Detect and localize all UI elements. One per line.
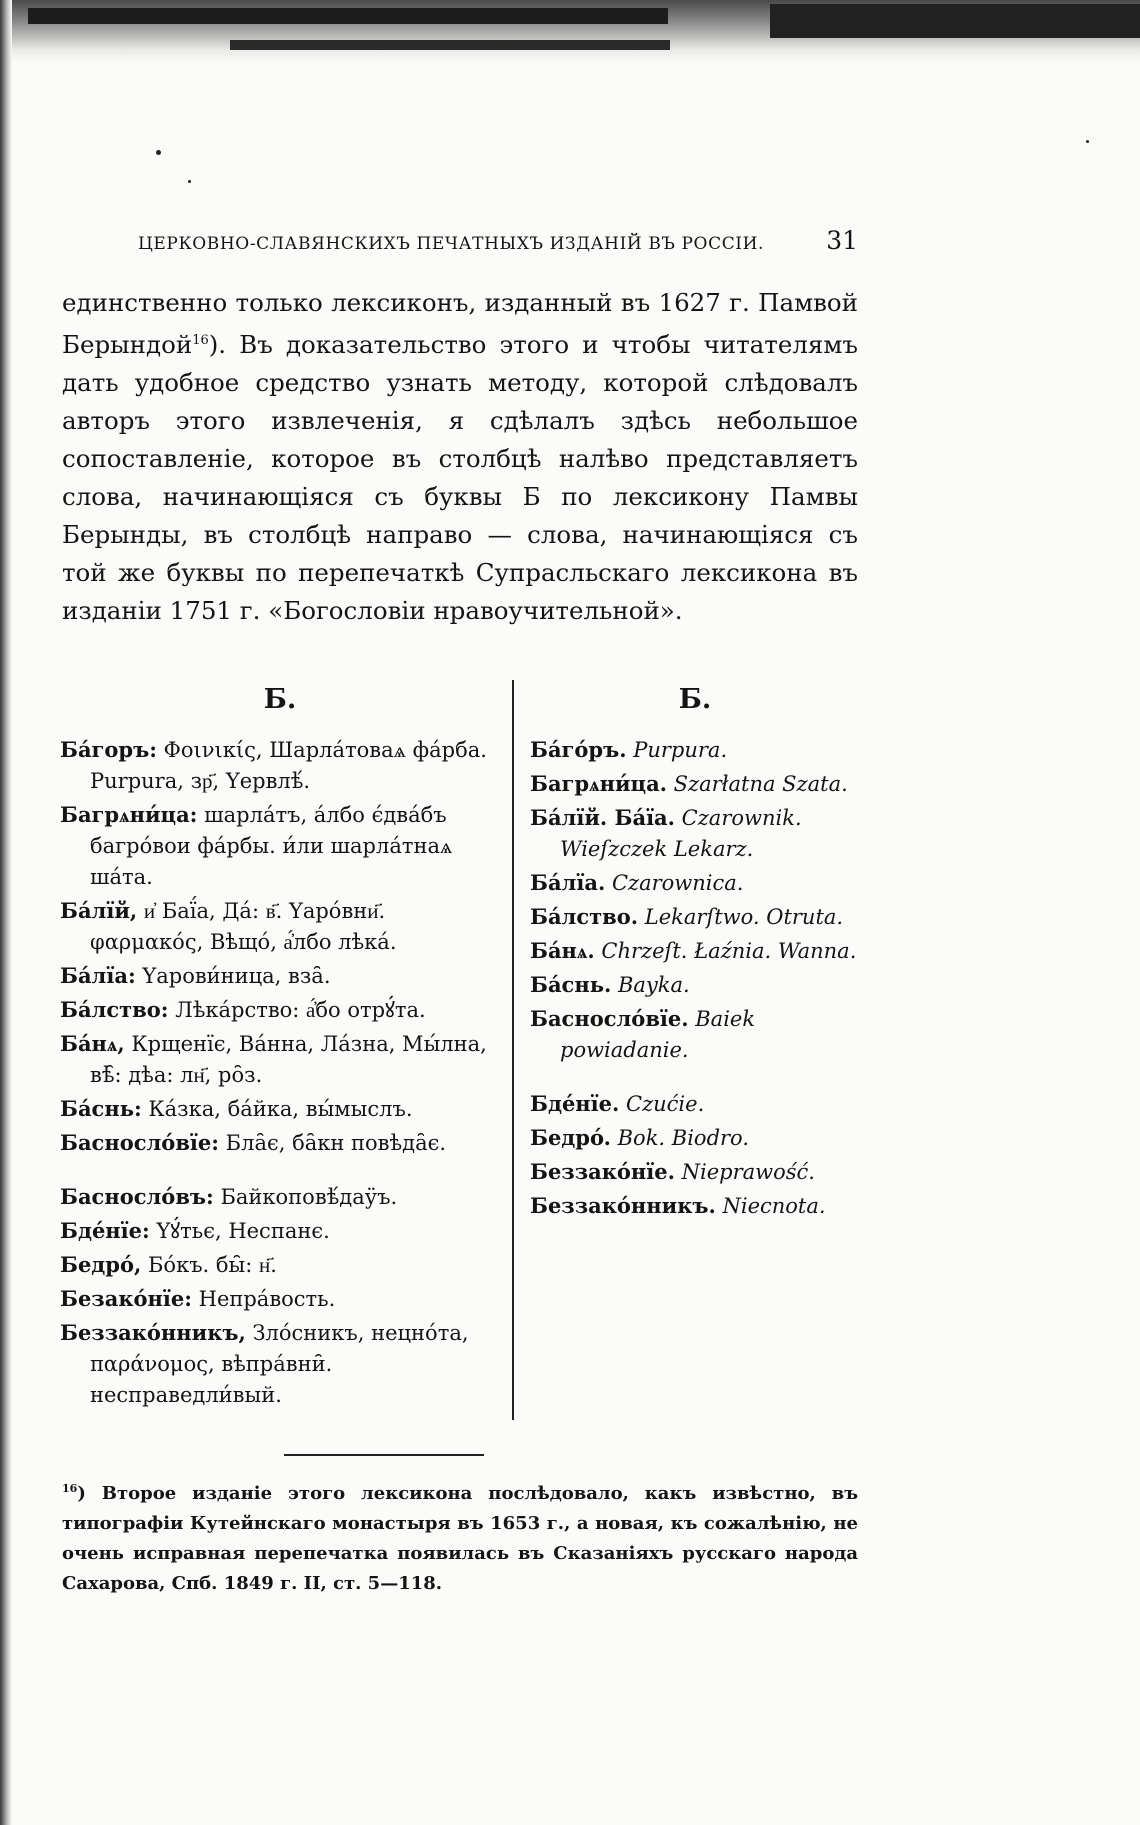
- entry-headword: Бáлїй,: [60, 898, 138, 923]
- entry-definition: Lekarſtwo. Otruta.: [644, 905, 844, 929]
- entry-definition: Байкоповѣ́даӱъ.: [213, 1185, 398, 1209]
- dictionary-entry: [530, 1156, 860, 1188]
- entry-headword: Бáлство:: [60, 997, 169, 1022]
- scan-top-edge: [0, 0, 1140, 62]
- entry-definition: Nieprawość.: [681, 1160, 815, 1184]
- entry-definition: и҆ Баї́а, Да́: в҃. Үаро́вни҃. φαρμακός, Вѣщо́, а҆́лбо лѣка́.: [90, 899, 397, 954]
- dictionary-entry: [530, 969, 860, 1001]
- left-column: [60, 680, 500, 1413]
- entry-headword: Баснослóвъ:: [60, 1184, 214, 1209]
- left-column-letter: Б.: [263, 684, 297, 715]
- entry-definition: Бла̑є, ба̑кн повѣда̑є.: [219, 1131, 447, 1155]
- entry-headword: Бáлїа.: [530, 870, 606, 895]
- scan-artifact: [28, 8, 668, 24]
- page-header: [138, 226, 858, 258]
- entry-definition: Лѣкáрство: а҆́бо отрꙋ́та.: [168, 998, 426, 1022]
- scan-left-edge: [0, 0, 12, 1825]
- dictionary-entry: [60, 1249, 500, 1281]
- entry-definition: шарлáтъ, áлбо є́два́бъ багрóвои фáрбы. и́ли шарлáтнаѧ шáта.: [90, 803, 453, 889]
- comparison-columns: [60, 680, 860, 1420]
- dictionary-entry: [530, 802, 860, 865]
- dictionary-entry: [60, 960, 500, 992]
- column-divider: [512, 680, 514, 1420]
- dictionary-entry: [530, 1003, 860, 1066]
- entry-headword: Бáгóръ.: [530, 737, 627, 762]
- entry-definition: Niecnota.: [722, 1194, 826, 1218]
- entry-headword: Бáлїй. Бáїа.: [530, 805, 675, 830]
- entry-headword: Баснослóвїе:: [60, 1130, 219, 1155]
- body-paragraph: [62, 284, 858, 630]
- dictionary-entry: [60, 1127, 500, 1159]
- entry-definition: Φοινικίς, Шарлáтоваѧ фáрба. Purpura, зр҃, Үервлѣ́.: [90, 738, 487, 793]
- entry-headword: Бедрó,: [60, 1252, 142, 1277]
- entry-headword: Бáнѧ,: [60, 1031, 125, 1056]
- entry-headword: Багрѧни́ца:: [60, 802, 198, 827]
- entry-definition: Szarłatna Szata.: [673, 772, 848, 796]
- entry-definition: Bok. Biodro.: [617, 1126, 749, 1150]
- scan-artifact: [230, 40, 670, 50]
- page-number: 31: [826, 226, 858, 255]
- entry-definition: Үꙋ́тьє, Неспанє.: [149, 1219, 330, 1243]
- right-entries-list: [530, 734, 860, 1222]
- entry-definition: Chrzeſt. Łaźnia. Wanna.: [601, 939, 857, 963]
- footnote-reference: 16: [192, 333, 209, 348]
- dictionary-entry: [530, 1190, 860, 1222]
- entry-headword: Бáлство.: [530, 904, 639, 929]
- entry-headword: Беззакóнникъ.: [530, 1193, 716, 1218]
- left-entries-list: [60, 734, 500, 1411]
- dictionary-entry: [60, 1093, 500, 1125]
- dictionary-entry: [60, 994, 500, 1026]
- entry-definition: Злóсникъ, нецнóта, παράνομος, вѣпрáвни̑. несправедли́вый.: [90, 1321, 469, 1407]
- entry-definition: Бóкъ. бы̑: н҃.: [141, 1253, 277, 1277]
- entry-definition: Bayka.: [617, 973, 690, 997]
- entry-headword: Баснослóвїе.: [530, 1006, 689, 1031]
- entry-headword: Бáснь:: [60, 1096, 142, 1121]
- dictionary-entry: [60, 1215, 500, 1247]
- dictionary-entry: [60, 1283, 500, 1315]
- scan-speck: [188, 180, 191, 183]
- dictionary-entry: [530, 734, 860, 766]
- dictionary-entry: [530, 1122, 860, 1154]
- entry-headword: Бдéнїе.: [530, 1091, 620, 1116]
- dictionary-entry: [60, 1317, 500, 1411]
- entry-headword: Бáнѧ.: [530, 938, 595, 963]
- footnote-rule: [284, 1454, 484, 1456]
- entry-headword: Безакóнїе:: [60, 1286, 192, 1311]
- running-head: ЦЕРКОВНО-СЛАВЯНСКИХЪ ПЕЧАТНЫХЪ ИЗДАНІЙ ВЪ РОССІИ.: [138, 234, 765, 254]
- entry-definition: Үарови́ница, вза̑.: [135, 964, 331, 988]
- entry-headword: Бáснь.: [530, 972, 612, 997]
- entry-headword: Бáлїа:: [60, 963, 136, 988]
- entry-headword: Беззакóнїе.: [530, 1159, 675, 1184]
- dictionary-entry: [530, 901, 860, 933]
- footnote-text: ) Второе изданіе этого лексикона послѣдовало, какъ извѣстно, въ типографіи Кутейнскаго монастыря въ 1653 г., а новая, къ сожалѣнію, не очень исправная перепечатка появилась въ Сказаніяхъ русскаго народа Сахарова, Спб. 1849 г. II, ст. 5—118.: [62, 1483, 858, 1594]
- dictionary-entry: [530, 935, 860, 967]
- footnote: [62, 1474, 858, 1599]
- dictionary-entry: [530, 1088, 860, 1120]
- body-text-part1: единственно только лексиконъ, изданный въ 1627 г. Памвой Берындой: [62, 288, 858, 360]
- entry-definition: Baiek powiadanie.: [560, 1007, 756, 1062]
- dictionary-entry: [60, 799, 500, 893]
- right-column: [530, 680, 860, 1224]
- entry-headword: Беззакóнникъ,: [60, 1320, 246, 1345]
- entry-headword: Багрѧни́ца.: [530, 771, 667, 796]
- scan-speck: [1086, 140, 1089, 143]
- dictionary-entry: [530, 867, 860, 899]
- entry-headword: Бáгоръ:: [60, 737, 157, 762]
- entry-headword: Бдéнїе:: [60, 1218, 150, 1243]
- entry-definition: Непрáвость.: [191, 1287, 336, 1311]
- entry-definition: Крщенїє, Вáнна, Лáзна, Мы́лна, вѣ̑: дѣа: лн҃, ро̑з.: [90, 1032, 487, 1087]
- scan-artifact: [770, 4, 1140, 38]
- entry-headword: Бедрó.: [530, 1125, 611, 1150]
- body-text-part2: ). Въ доказательство этого и чтобы читателямъ дать удобное средство узнать методу, которой слѣдовалъ авторъ этого извлеченія, я сдѣлалъ здѣсь небольшое сопоставленіе, которое въ столбцѣ налѣво представляетъ слова, начинающіяся съ буквы Б по лексикону Памвы Берынды, въ столбцѣ направо — слова, начинающіяся съ той же буквы по перепечаткѣ Супрасльскаго лексикона въ изданіи 1751 г. «Богословіи нравоучительной».: [62, 330, 858, 626]
- dictionary-entry: [530, 768, 860, 800]
- footnote-number: 16: [62, 1482, 78, 1495]
- entry-definition: Czućie.: [626, 1092, 705, 1116]
- dictionary-entry: [60, 895, 500, 958]
- entry-definition: Purpura.: [633, 738, 728, 762]
- entry-definition: Czarownik. Wieſzczek Lekarz.: [560, 806, 802, 861]
- entry-definition: Кáзка, бáйка, вы́мыслъ.: [141, 1097, 413, 1121]
- dictionary-entry: [60, 1181, 500, 1213]
- entry-definition: Czarownica.: [611, 871, 744, 895]
- dictionary-entry: [60, 734, 500, 797]
- scan-speck: [156, 150, 161, 155]
- right-column-letter: Б.: [678, 684, 712, 715]
- dictionary-entry: [60, 1028, 500, 1091]
